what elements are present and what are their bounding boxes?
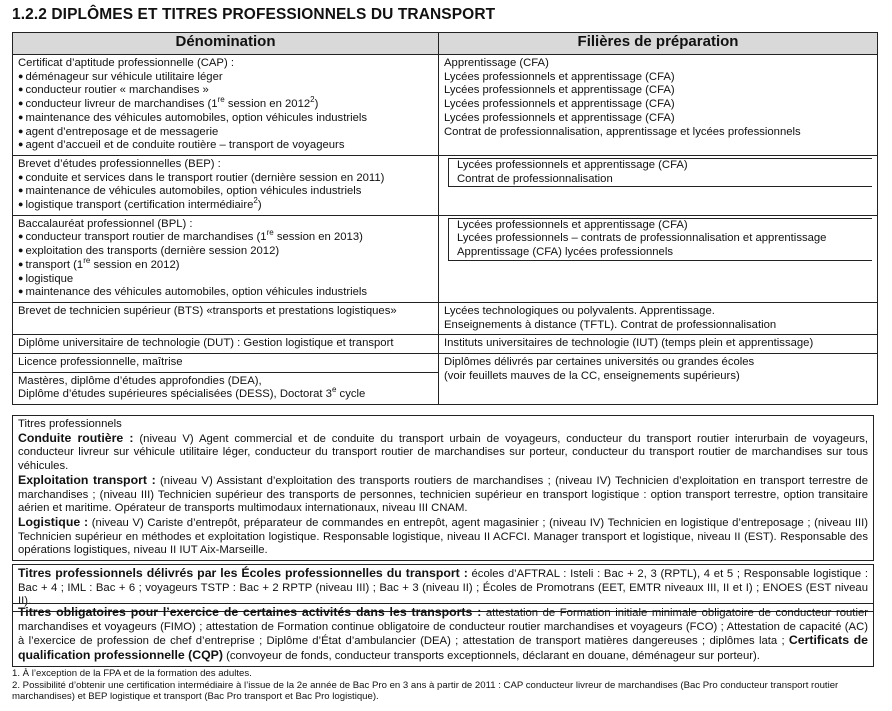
masters-line: Mastères, diplôme d’études approfondies (DEA), xyxy=(18,374,262,387)
list-item: ● conducteur transport routier de marchandises (1re session en 2013) xyxy=(18,231,433,245)
list-item: ● maintenance des véhicules automobiles, option véhicules industriels xyxy=(18,286,433,300)
list-item: ● conduite et services dans le transport routier (dernière session en 2011) xyxy=(18,172,433,186)
masters-line: Diplôme d’études supérieures spécialisées (DESS), Doctorat 3e cycle xyxy=(18,385,366,401)
titres-professionnels-box xyxy=(12,415,874,561)
list-item: ● agent d’entreposage et de messagerie xyxy=(18,126,433,140)
exploitation-paragraph: Exploitation transport : (niveau V) Assistant d’exploitation des transports routiers de marchandises ; (niveau IV) Technicien d’exploitation en transport terrestre de marchandises ; (niveau III) Technicien supérieur des transports de personnes, technicien supérieur en transport logistique : option transport terrestre, option transitaire aérien et maritime. Opérateur de transports multimodaux internationaux, niveau III CNAM. xyxy=(18,472,868,515)
list-item: ● maintenance des véhicules automobiles, option véhicules industriels xyxy=(18,112,433,126)
footnote: 1. À l’exception de la FPA et de la formation des adultes. xyxy=(12,668,252,679)
filiere-line: (voir feuillets mauves de la CC, enseignements supérieurs) xyxy=(444,369,740,382)
table-row xyxy=(13,155,878,215)
list-item: ● exploitation des transports (dernière session 2012) xyxy=(18,245,433,259)
ecoles-box: Titres professionnels délivrés par les Écoles professionnelles du transport : écoles d’AFTRAL : Isteli : Bac + 2, 3 (RPTL), 4 et 5 ; Responsable logistique : Bac + 4 ; IML : Bac + 6 ; voyageurs TSTP : Bac + 2 RPTP (niveau III) ; Bac + 3 (niveau II) ; Écoles de Promotrans (EET, EMTR niveaux III, II et I) ; ENOES (EST niveau II). xyxy=(12,564,874,612)
filiere-line: Lycées professionnels et apprentissage (CFA) xyxy=(444,111,675,124)
list-item: ● agent d’accueil et de conduite routière – transport de voyageurs xyxy=(18,139,433,153)
bpl-cell xyxy=(13,215,439,302)
diplomas-table xyxy=(12,32,878,405)
filiere-line: Lycées professionnels et apprentissage (CFA) xyxy=(444,84,675,97)
column-header: Dénomination xyxy=(13,33,439,55)
table-row xyxy=(13,215,878,302)
table-row xyxy=(13,354,878,373)
bracket-group xyxy=(448,218,872,261)
list-item: ● déménageur sur véhicule utilitaire léger xyxy=(18,71,433,85)
conduite-paragraph: Conduite routière : (niveau V) Agent commercial et de conduite du transport urbain de voyageurs, conducteur du transport routier interurbain de voyageurs, conducteur livreur sur véhicule utilitaire léger, conducteur du transport routier de marchandises sur porteur, conducteur du transport routier de marchandises sur tous véhicules. xyxy=(18,430,868,473)
list-item: ● conducteur routier « marchandises » xyxy=(18,84,433,98)
filiere-line: Lycées professionnels – contrats de professionnalisation et apprentissage xyxy=(457,232,827,245)
filiere-line: Lycées professionnels et apprentissage (CFA) xyxy=(457,218,688,231)
table-row xyxy=(13,335,878,354)
bpl-intro: Baccalauréat professionnel (BPL) : xyxy=(18,217,193,230)
list-item: ● logistique transport (certification intermédiaire$^2$) xyxy=(18,199,433,213)
bep-intro: Brevet d’études professionnelles (BEP) : xyxy=(18,157,221,170)
masters-cell xyxy=(13,372,439,404)
filiere-line: Lycées professionnels et apprentissage (CFA) xyxy=(444,98,675,111)
dut-filieres-cell: Instituts universitaires de technologie (IUT) (temps plein et apprentissage) xyxy=(439,335,878,354)
licence-cell: Licence professionnelle, maîtrise xyxy=(13,354,439,373)
list-item: ● maintenance de véhicules automobiles, option véhicules industriels xyxy=(18,185,433,199)
filiere-line: Lycées professionnels et apprentissage (CFA) xyxy=(444,70,675,83)
filiere-line: Apprentissage (CFA) lycées professionnels xyxy=(457,246,673,259)
list-item: ● logistique xyxy=(18,273,433,287)
column-header: Filières de préparation xyxy=(439,33,878,55)
list-item: ● transport (1re session en 2012) xyxy=(18,259,433,273)
licence-filieres-cell xyxy=(439,354,878,405)
table-row xyxy=(13,55,878,156)
cap-filieres-cell xyxy=(439,55,878,156)
table-header-row xyxy=(13,33,878,55)
page-title: 1.2.2 DIPLÔMES ET TITRES PROFESSIONNELS DU TRANSPORT xyxy=(12,6,496,23)
cap-cell xyxy=(13,55,439,156)
dut-cell: Diplôme universitaire de technologie (DUT) : Gestion logistique et transport xyxy=(13,335,439,354)
titres-heading: Titres professionnels xyxy=(18,418,122,430)
bep-cell xyxy=(13,155,439,215)
bpl-filieres-cell xyxy=(439,215,878,302)
bep-filieres-cell xyxy=(439,155,878,215)
bts-filieres-cell xyxy=(439,302,878,334)
list-item: ● conducteur livreur de marchandises (1re session en 2012$^2$) xyxy=(18,98,433,112)
cap-intro: Certificat d’aptitude professionnelle (CAP) : xyxy=(18,57,234,69)
filiere-line: Contrat de professionnalisation, apprentissage et lycées professionnels xyxy=(444,125,801,138)
filiere-line: Contrat de professionnalisation xyxy=(457,172,613,185)
filiere-line: Enseignements à distance (TFTL). Contrat de professionnalisation xyxy=(444,318,777,331)
titres-obligatoires-box: Titres obligatoires pour l’exercice de certaines activités dans les transports : attestation de Formation initiale minimale obligatoire de conducteur routier marchandises et voyageurs (FIMO) ; attestation de Formation continue obligatoire de conducteur routier marchandises et voyageurs (FCO) ; Attestation de capacité (AC) à l’exercice de profession de chef d’entreprise ; Diplôme d’État d’ambulancier (DEA) ; attestation de transport matières dangereuses ; diplômes lata ; Certificats de qualification professionnelle (CQP) (convoyeur de fonds, conducteur transports exceptionnels, déclarant en douane, déménageur sur porteur). xyxy=(12,603,874,667)
bts-cell: Brevet de technicien supérieur (BTS) «transports et prestations logistiques» xyxy=(13,302,439,334)
filiere-line: Apprentissage (CFA) xyxy=(444,57,549,69)
filiere-line: Lycées technologiques ou polyvalents. Apprentissage. xyxy=(444,304,715,317)
table-row xyxy=(13,302,878,334)
filiere-line: Diplômes délivrés par certaines universités ou grandes écoles xyxy=(444,356,755,369)
filiere-line: Lycées professionnels et apprentissage (CFA) xyxy=(457,158,688,171)
logistique-paragraph: Logistique : (niveau V) Cariste d’entrepôt, préparateur de commandes en entrepôt, agent magasinier ; (niveau IV) Technicien en logistique d’entreposage ; (niveau III) Technicien supérieur en méthodes et exploitation logistique. Responsable logistique, niveau II ACFCI. Manager transport et logistique, niveau II (EST). Responsable des opérations logistiques, niveau II IUT Aix-Marseille. xyxy=(18,514,868,557)
footnote: 2. Possibilité d’obtenir une certification intermédiaire à l’issue de la 2e année de Bac Pro en 3 ans à partir de 2011 : CAP conducteur livreur de marchandises (Bac Pro conducteur transport routier marchandises) et BEP logistique et transport (Bac Pro transport et Bac Pro logistique). xyxy=(12,680,839,702)
bracket-group xyxy=(448,158,872,187)
